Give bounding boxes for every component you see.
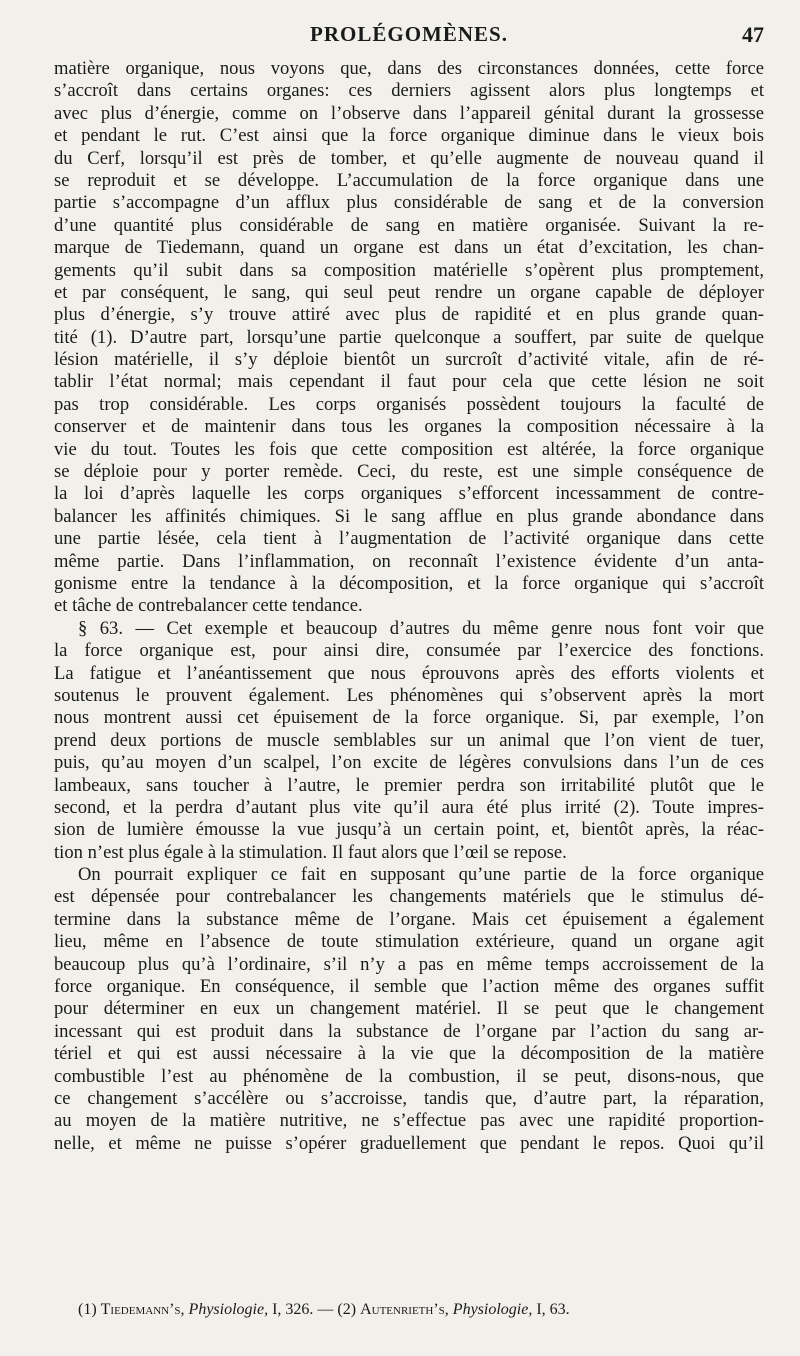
text-line: beaucoup plus qu’à l’ordinaire, s’il n’y a pas en même temps accroissement de la [54,953,764,975]
text-line: une partie lésée, cela tient à l’augmentation de l’activité organique dans cette [54,528,764,550]
footnote-1-number: (1) [78,1301,97,1318]
text-line: combustible l’est au phénomène de la combustion, il se peut, disons-nous, que [54,1065,764,1087]
body-text [54,58,764,1155]
running-head: PROLÉGOMÈNES. [310,22,508,46]
text-line: est dépensée pour contrebalancer les changements matériels que le stimulus dé- [54,886,764,908]
text-line: tité (1). D’autre part, lorsqu’une partie quelconque a souffert, par suite de quelque [54,326,764,348]
text-line: se reproduit et se développe. L’accumulation de la force organique dans une [54,169,764,191]
text-line: prend deux portions de muscle semblables sur un animal que l’on vient de tuer, [54,729,764,751]
text-line: s’accroît dans certains organes: ces derniers agissent alors plus longtemps et [54,80,764,102]
text-line: du Cerf, lorsqu’il est près de tomber, et qu’elle augmente de nouveau quand il [54,147,764,169]
text-line: puis, qu’au moyen d’un scalpel, l’on excite de légères convulsions dans l’un de ces [54,752,764,774]
text-line: force organique. En conséquence, il semble que l’action même des organes suffit [54,976,764,998]
text-line: la force organique est, pour ainsi dire, consumée par l’exercice des fonctions. [54,640,764,662]
text-line: pour déterminer en eux un changement matériel. Il se peut que le changement [54,998,764,1020]
text-line: plus d’énergie, s’y trouve attiré avec plus de rapidité et en plus grande quan- [54,304,764,326]
text-line: se déploie pour y porter remède. Ceci, du reste, est une simple conséquence de [54,461,764,483]
footnote-1-author: Tiedemann’s, [100,1301,185,1318]
footnotes [54,1300,764,1320]
text-line: soutenus le prouvent également. Les phénomènes qui s’observent après la mort [54,684,764,706]
paragraph-start-line: On pourrait expliquer ce fait en supposant qu’une partie de la force organique [78,864,764,886]
text-line: avec plus d’énergie, comme on l’observe dans l’appareil génital durant la grossesse [54,102,764,124]
text-line: conserver et de maintenir dans tous les organes la composition nécessaire à la [54,416,764,438]
footnote-2-author: Autenrieth’s, [360,1301,449,1318]
footnote-1-title: Physiologie, [188,1301,269,1318]
text-line: lambeaux, sans toucher à l’autre, le premier perdra son irritabilité plutôt que le [54,774,764,796]
paragraph-end-line: tion n’est plus égale à la stimulation. Il faut alors que l’œil se repose. [54,841,567,863]
text-line: tériel et qui est aussi nécessaire à la vie que la décomposition de la matière [54,1043,764,1065]
text-line: et pendant le rut. C’est ainsi que la force organique diminue dans le vieux bois [54,125,764,147]
footnote-2-reference: I, 63. [536,1301,570,1318]
text-line: nelle, et même ne puisse s’opérer graduellement que pendant le repos. Quoi qu’il [54,1132,764,1154]
text-line: sion de lumière émousse la vue jusqu’à un certain point, et, bientôt après, la réac- [54,819,764,841]
text-line: incessant qui est produit dans la substance de l’organe par l’action du sang ar- [54,1020,764,1042]
text-line: au moyen de la matière nutritive, ne s’effectue pas avec une rapidité proportion- [54,1110,764,1132]
text-line: matière organique, nous voyons que, dans des circonstances données, cette force [54,58,764,79]
text-line: même partie. Dans l’inflammation, on reconnaît l’existence évidente d’un anta- [54,550,764,572]
text-line: ce changement s’accélère ou s’accroisse, tandis que, d’autre part, la réparation, [54,1087,764,1109]
text-line: La fatigue et l’anéantissement que nous éprouvons après des efforts violents et [54,662,764,684]
text-line: gonisme entre la tendance à la décomposition, et la force organique qui s’accroît [54,572,764,594]
text-line: et par conséquent, le sang, qui seul peut rendre un organe capable de déployer [54,281,764,303]
text-line: marque de Tiedemann, quand un organe est dans un état d’excitation, les chan- [54,237,764,259]
page-header [54,22,764,50]
text-line: lésion matérielle, il s’y déploie bientôt un surcroît d’activité vitale, afin de ré- [54,349,764,371]
footnote-1-reference: I, 326. [272,1301,314,1318]
text-line: termine dans la substance même de l’organe. Mais cet épuisement a également [54,908,764,930]
footnote-2-title: Physiologie, [452,1301,533,1318]
footnote-2-number: (2) [337,1301,357,1318]
footnote-separator: — [317,1301,334,1318]
text-line: lieu, même en l’absence de toute stimulation extérieure, quand un organe agit [54,931,764,953]
text-line: second, et la perdra d’autant plus vite qu’il aura été plus irrité (2). Toute impres- [54,796,764,818]
text-line: d’une quantité plus considérable de sang en matière organisée. Suivant la re- [54,214,764,236]
page-number: 47 [742,22,764,47]
text-line: tablir l’état normal; mais cependant il faut pour cela que cette lésion ne soit [54,371,764,393]
text-line: gements qu’il subit dans sa composition matérielle s’opèrent plus promptement, [54,259,764,281]
paragraph-end-line: et tâche de contrebalancer cette tendance. [54,595,363,617]
text-line: pas trop considérable. Les corps organisés possèdent toujours la faculté de [54,393,764,415]
text-line: nous montrent aussi cet épuisement de la force organique. Si, par exemple, l’on [54,707,764,729]
text-line: la loi d’après laquelle les corps organiques s’efforcent incessamment de contre- [54,483,764,505]
text-line: balancer les affinités chimiques. Si le sang afflue en plus grande abondance dans [54,505,764,527]
text-line: vie du tout. Toutes les fois que cette composition est altérée, la force organique [54,438,764,460]
text-line: partie s’accompagne d’un afflux plus considérable de sang et de la conversion [54,192,764,214]
section-63-start: § 63. — Cet exemple et beaucoup d’autres du même genre nous font voir que [78,617,764,639]
